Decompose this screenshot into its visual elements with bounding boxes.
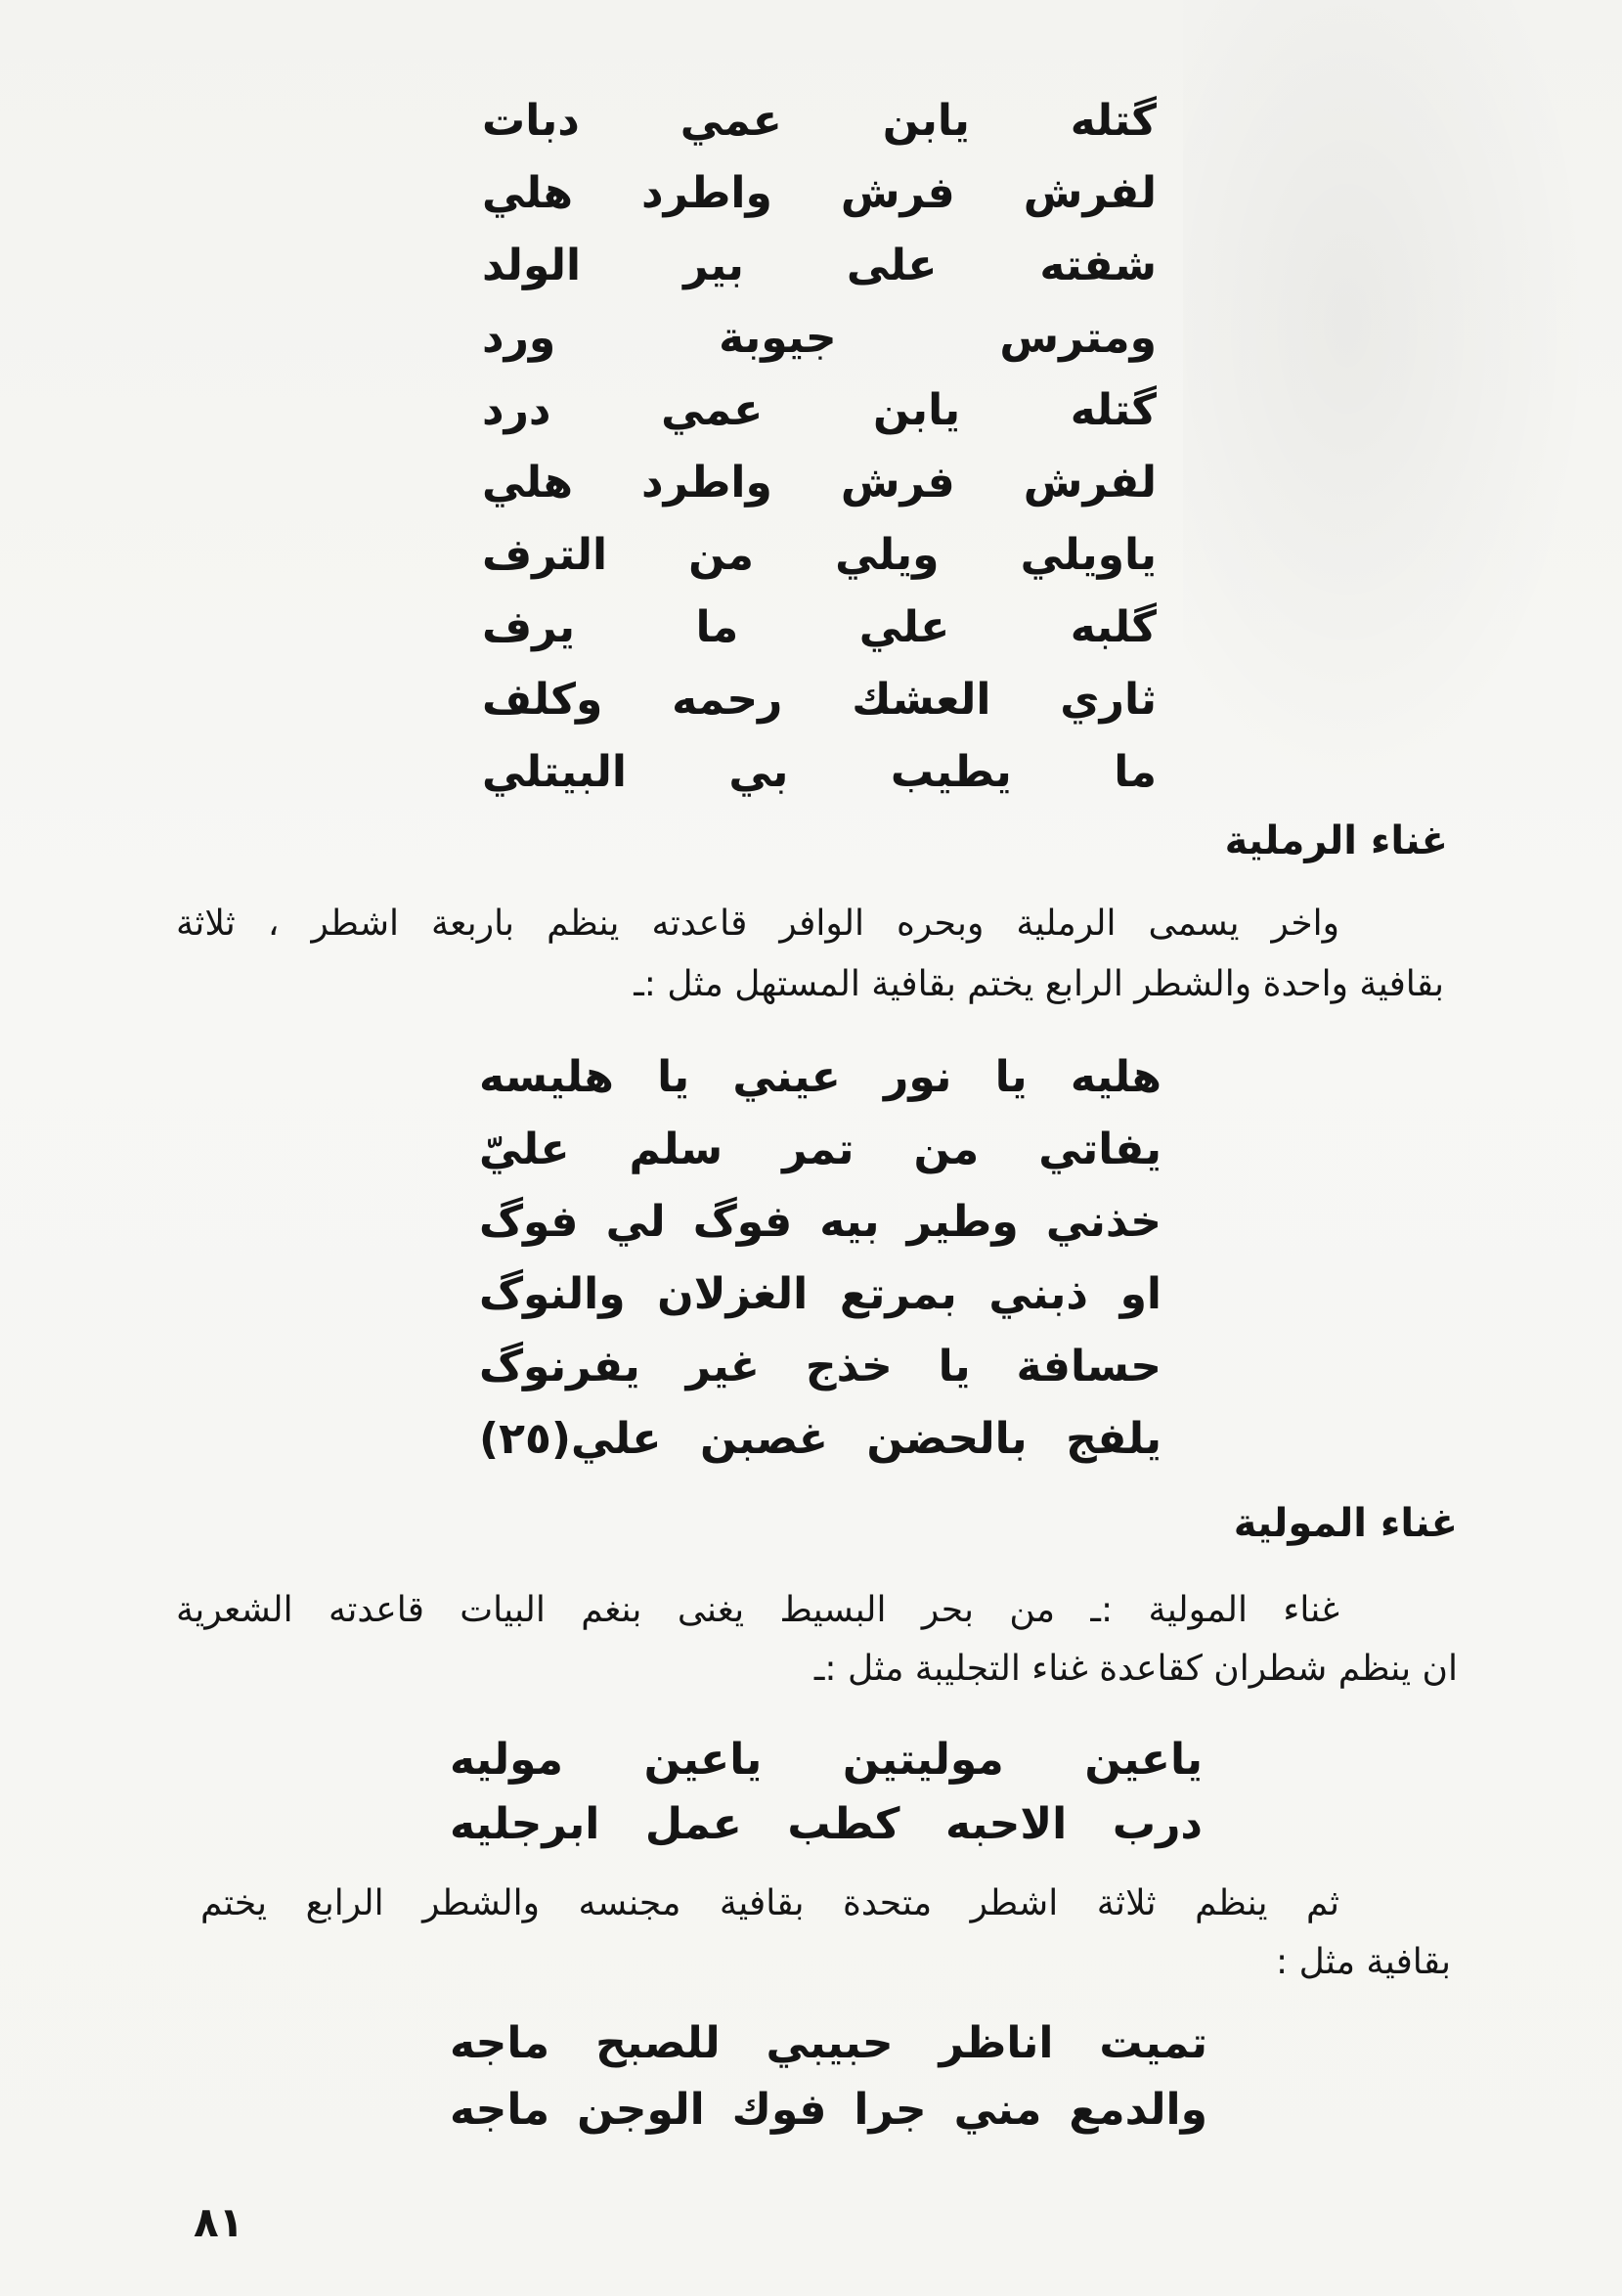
verse-line: لفرش فرش واطرد هلي xyxy=(482,168,1157,218)
verse-line: يفاتي من تمر سلم عليّ xyxy=(479,1125,1162,1174)
verse-line: يلفج بالحضن غصبن علي(٢٥) xyxy=(479,1414,1162,1464)
paragraph-line: ثم ينظم ثلاثة اشطر متحدة بقافية مجنسه والشطر الرابع يختم xyxy=(200,1883,1339,1923)
verse-line: ومترس جيوبة ورد xyxy=(482,313,1157,363)
verse-line: والدمع مني جرا فوك الوجن ماجه xyxy=(450,2085,1207,2135)
verse-line: گلبه علي ما يرف xyxy=(482,602,1157,652)
section-heading-mawliya: غناء المولية xyxy=(1233,1501,1458,1546)
verse-line: ثاري العشك رحمه وكلف xyxy=(482,675,1157,725)
paragraph-line: واخر يسمى الرملية وبحره الوافر قاعدته ينظم باربعة اشطر ، ثلاثة xyxy=(176,904,1339,944)
page-bleed-through xyxy=(1183,0,1594,802)
verse-line: خذني وطير بيه فوگ لي فوگ xyxy=(479,1197,1162,1247)
verse-line: شفته على بير الولد xyxy=(482,241,1157,290)
verse-line: درب الاحبه كطب عمل ابرجليه xyxy=(450,1799,1203,1849)
paragraph-line: بقافية مثل : xyxy=(1276,1942,1451,1982)
verse-line: او ذبني بمرتع الغزلان والنوگ xyxy=(479,1269,1162,1319)
verse-line: تميت اناظر حبيبي للصبح ماجه xyxy=(450,2018,1207,2068)
section-heading-ramliya: غناء الرملية xyxy=(1224,818,1448,863)
paragraph-line: ان ينظم شطران كقاعدة غناء التجليبة مثل :ـ xyxy=(813,1649,1458,1689)
paragraph-line: غناء المولية :ـ من بحر البسيط يغنى بنغم البيات قاعدته الشعرية xyxy=(176,1590,1339,1630)
verse-line: گتله يابن عمي درد xyxy=(482,385,1157,435)
verse-line: گتله يابن عمي دبات xyxy=(482,96,1157,146)
verse-line: ما يطيب بي البيتلي xyxy=(482,747,1157,797)
verse-line: ياويلي ويلي من الترف xyxy=(482,530,1157,580)
verse-line: لفرش فرش واطرد هلي xyxy=(482,458,1157,508)
paragraph-line: بقافية واحدة والشطر الرابع يختم بقافية المستهل مثل :ـ xyxy=(634,964,1444,1004)
verse-line: حسافة يا خذج غير يفرنوگ xyxy=(479,1342,1162,1391)
verse-line: ياعين موليتين ياعين موليه xyxy=(450,1735,1203,1785)
page-number: ٨١ xyxy=(194,2198,244,2246)
verse-line: هليه يا نور عيني يا هليسه xyxy=(479,1052,1162,1102)
